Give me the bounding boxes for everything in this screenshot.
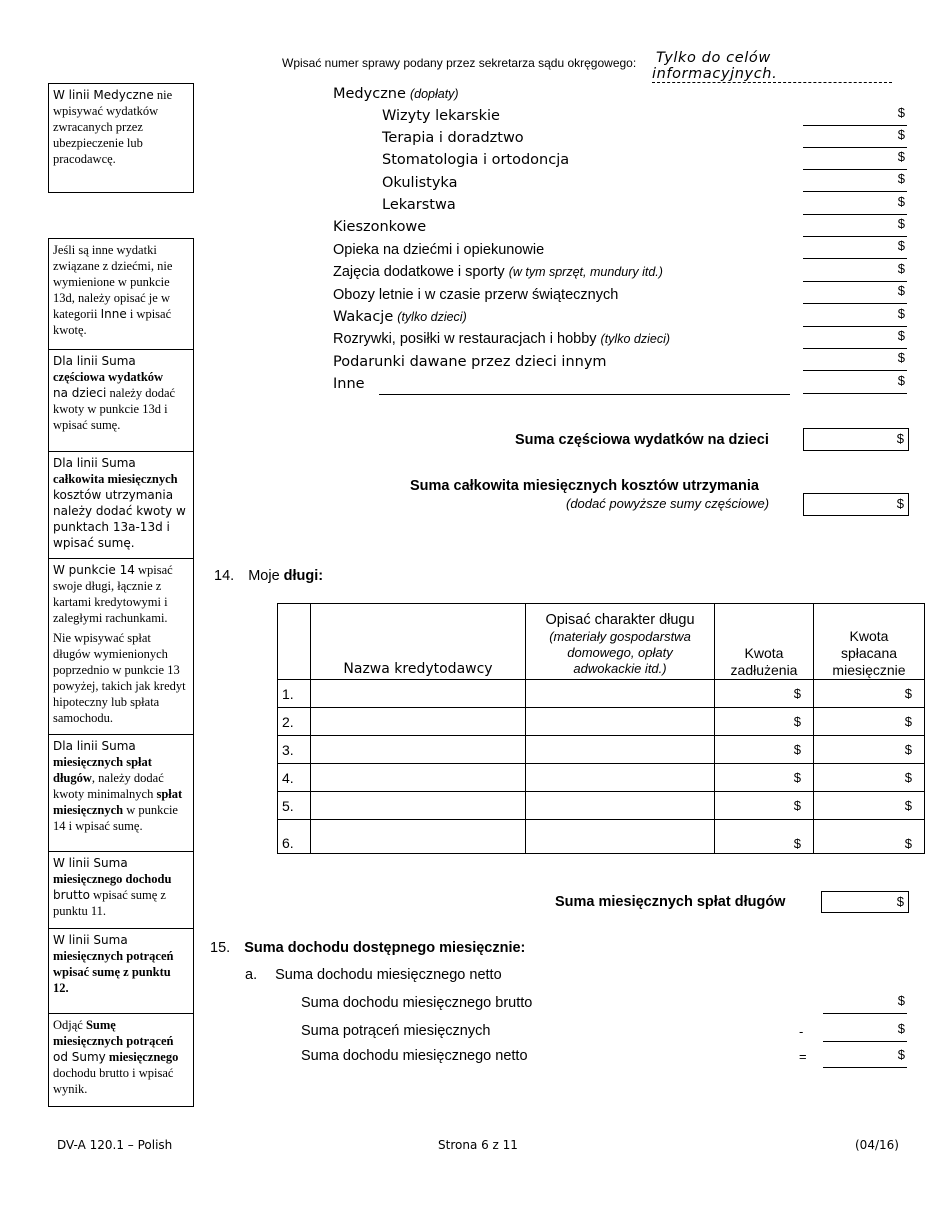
expense-entertainment-label: Rozrywki, posiłki w restauracjach i hobby [333,331,597,347]
subsection-title: Suma dochodu miesięcznego netto [275,967,502,983]
currency-sign: $ [897,328,905,343]
row-number: 1. [278,680,311,708]
currency-sign: $ [897,216,905,231]
currency-sign: $ [897,194,905,209]
note-text: nie wpisywać wydatków zwracanych przez ubezpieczenie lub pracodawcę. [53,88,173,166]
creditor-cell[interactable] [311,764,526,792]
debts-table-header [278,604,925,680]
table-row [278,736,925,764]
expense-eye-label: Okulistyka [382,175,458,191]
expense-dental-field[interactable] [803,148,907,170]
note-text: Nie wpisywać spłat długów wymienionych poprzednio w punkcie 13 powyżej, takich jak kredyt hipoteczny lub spłata samochodu. [53,631,186,725]
gross-income-label: Suma dochodu miesięcznego brutto [301,995,533,1011]
section-title: Suma dochodu dostępnego miesięcznie: [244,940,526,956]
sidebar-note-net [48,1013,194,1107]
expense-entertainment [333,331,670,347]
note-text: brutto [53,888,90,902]
header-number [278,604,311,680]
section-14-heading [214,568,323,584]
case-number-field[interactable] [652,50,892,83]
table-row [278,708,925,736]
section-title: Moje [248,568,280,584]
table-row [278,764,925,792]
note-text: miesięcznych potrąceń [53,949,174,963]
expense-childcare-field[interactable] [803,237,907,259]
currency-sign: $ [897,350,905,365]
header-description [526,604,715,680]
owed-cell[interactable]: $ [715,708,814,736]
sidebar-note-other [48,238,194,350]
expense-therapy-label: Terapia i doradztwo [382,130,524,146]
debts-table [277,603,925,854]
medical-heading [333,86,459,102]
expense-therapy-field[interactable] [803,126,907,148]
owed-cell[interactable]: $ [715,764,814,792]
monthly-cell[interactable]: $ [814,792,925,820]
monthly-cell[interactable]: $ [814,680,925,708]
note-text: W linii Suma [53,856,128,870]
note-text: W linii Suma [53,933,128,947]
note-text: Dla linii Suma [53,456,136,470]
description-cell[interactable] [526,708,715,736]
currency-sign: $ [897,149,905,164]
expense-activities-field[interactable] [803,260,907,282]
description-cell[interactable] [526,792,715,820]
currency-sign: $ [897,261,905,276]
note-text: miesięcznego dochodu [53,872,172,886]
currency-sign: $ [897,993,905,1008]
sidebar-note-debts [48,558,194,735]
expense-entertainment-field[interactable] [803,327,907,349]
total-note: (dodać powyższe sumy częściowe) [566,496,770,511]
note-text: Inne [100,307,127,321]
currency-sign: $ [897,127,905,142]
currency-sign: $ [897,306,905,321]
sidebar-note-total [48,451,194,559]
sidebar-note-gross [48,851,194,929]
net-income-label: Suma dochodu miesięcznego netto [301,1048,528,1064]
sidebar-note-deductions [48,928,194,1014]
section-number: 14. [214,568,235,584]
creditor-cell[interactable] [311,680,526,708]
note-text: częściowa wydatków [53,370,164,384]
header-description-title: Opisać charakter długu [545,612,695,628]
subsection-letter: a. [245,967,258,983]
header-monthly: Kwota spłacana miesięcznie [814,604,925,680]
row-number: 4. [278,764,311,792]
owed-cell[interactable]: $ [715,792,814,820]
note-text: dochodu brutto i wpisać wynik. [53,1066,174,1096]
expense-dental-label: Stomatologia i ortodoncja [382,152,570,168]
expense-childcare-label: Opieka na dziećmi i opiekunowie [333,242,545,258]
currency-sign: $ [896,496,904,511]
currency-sign: $ [896,431,904,446]
note-text: wpisać sumę z punktu 12. [53,965,171,995]
note-text: Odjąć [53,1018,83,1032]
expense-camps-field[interactable] [803,282,907,304]
expense-meds-field[interactable] [803,193,907,215]
description-cell[interactable] [526,764,715,792]
expense-meds-label: Lekarstwa [382,197,456,213]
deductions-field[interactable] [823,1020,907,1042]
owed-cell[interactable]: $ [715,736,814,764]
total-label: Suma całkowita miesięcznych kosztów utrzymania [410,478,759,494]
note-text: miesięcznego [108,1050,179,1064]
total-field[interactable] [803,493,909,516]
note-text: W punkcie 14 [53,563,135,577]
note-text: kosztów utrzymania należy dodać kwoty w punktach 13a-13d i wpisać sumę. [53,488,186,550]
row-number: 6. [278,820,311,854]
note-text: spłat miesięcznych [53,787,183,817]
expense-other-field[interactable] [803,372,907,394]
creditor-cell[interactable] [311,792,526,820]
expense-visits-field[interactable] [803,104,907,126]
row-number: 2. [278,708,311,736]
table-row [278,820,925,854]
expense-gifts-field[interactable] [803,349,907,371]
note-text: całkowita miesięcznych [53,472,178,486]
currency-sign: $ [897,1021,905,1036]
monthly-cell[interactable]: $ [814,736,925,764]
row-number: 5. [278,792,311,820]
note-text: , należy dodać kwoty minimalnych [53,771,164,801]
sidebar-note-debt-total [48,734,194,852]
expense-pocket-field[interactable] [803,215,907,237]
expense-pocket-label: Kieszonkowe [333,219,427,235]
note-text: w punkcie 14 i wpisać sumę. [53,803,178,833]
table-row [278,680,925,708]
description-cell[interactable] [526,680,715,708]
subtotal-field[interactable] [803,428,909,451]
note-text: od Sumy [53,1050,106,1064]
currency-sign: $ [897,171,905,186]
sidebar-note-subtotal [48,349,194,452]
note-text: wpisać swoje długi, łącznie z kartami kredytowymi i zaległymi rachunkami. [53,563,173,625]
note-text: wpisać sumę z punktu 11. [53,888,166,918]
expense-vacation-field[interactable] [803,305,907,327]
note-text: na dzieci [53,386,107,400]
note-text: Dla linii Suma [53,739,136,753]
header-creditor: Nazwa kredytodawcy [311,604,526,680]
section-15-heading [210,940,525,956]
debt-total-field[interactable] [821,891,909,913]
note-text: i wpisać kwotę. [53,307,172,337]
note-text: Dla linii Suma [53,354,136,368]
currency-sign: $ [897,373,905,388]
description-cell[interactable] [526,736,715,764]
section-title-bold: długi: [283,568,324,584]
creditor-cell[interactable] [311,820,526,854]
expense-vacation [333,309,467,325]
monthly-cell[interactable]: $ [814,764,925,792]
net-income-field[interactable] [823,1046,907,1068]
creditor-cell[interactable] [311,736,526,764]
currency-sign: $ [897,283,905,298]
currency-sign: $ [897,1047,905,1062]
expense-activities [333,264,663,280]
row-number: 3. [278,736,311,764]
note-text: należy dodać kwoty w punkcie 13d i wpisać sumę. [53,386,176,432]
expense-vacation-note: (tylko dzieci) [397,310,467,324]
minus-sign: - [799,1024,804,1039]
note-text: Jeśli są inne wydatki związane z dziećmi, nie wymienione w punkcie 13d, należy opisać je w kategorii [53,243,173,321]
monthly-cell[interactable]: $ [814,820,925,854]
expense-gifts-label: Podarunki dawane przez dzieci innym [333,354,607,370]
medical-note: (dopłaty) [409,87,459,101]
header-description-note: (materiały gospodarstwa domowego, opłaty adwokackie itd.) [549,629,691,676]
deductions-label: Suma potrąceń miesięcznych [301,1023,491,1039]
debt-total-label: Suma miesięcznych spłat długów [555,894,786,910]
form-date: (04/16) [855,1138,899,1152]
currency-sign: $ [897,238,905,253]
expense-activities-label: Zajęcia dodatkowe i sporty [333,264,505,280]
gross-income-field[interactable] [823,992,907,1014]
currency-sign: $ [897,105,905,120]
owed-cell[interactable]: $ [715,680,814,708]
expense-eye-field[interactable] [803,170,907,192]
income-subsection [245,967,502,983]
note-text: Sumę miesięcznych potrąceń [53,1018,174,1048]
header-owed: Kwota zadłużenia [715,604,814,680]
expense-vacation-label: Wakacje [333,309,394,325]
expense-entertainment-note: (tylko dzieci) [600,332,671,346]
monthly-cell[interactable]: $ [814,708,925,736]
creditor-cell[interactable] [311,708,526,736]
medical-label: Medyczne [333,86,406,102]
owed-cell[interactable]: $ [715,820,814,854]
page-number: Strona 6 z 11 [438,1138,518,1152]
currency-sign: $ [896,894,904,909]
expense-activities-note: (w tym sprzęt, mundury itd.) [508,265,663,279]
description-cell[interactable] [526,820,715,854]
expense-visits-label: Wizyty lekarskie [382,108,500,124]
equals-sign: = [799,1049,807,1064]
table-row [278,792,925,820]
expense-camps-label: Obozy letnie i w czasie przerw świątecznych [333,287,619,303]
note-text: miesięcznych spłat długów [53,755,152,785]
sidebar-note-medical [48,83,194,193]
case-number-value: Tylko do celów informacyjnych. [652,50,778,82]
expense-other-description[interactable] [379,372,790,395]
case-number-label: Wpisać numer sprawy podany przez sekretarza sądu okręgowego: [282,56,637,70]
form-id: DV-A 120.1 – Polish [57,1138,173,1152]
subtotal-label: Suma częściowa wydatków na dzieci [515,432,769,448]
section-number: 15. [210,940,231,956]
expense-other-label: Inne [333,376,365,392]
note-text: W linii Medyczne [53,88,154,102]
